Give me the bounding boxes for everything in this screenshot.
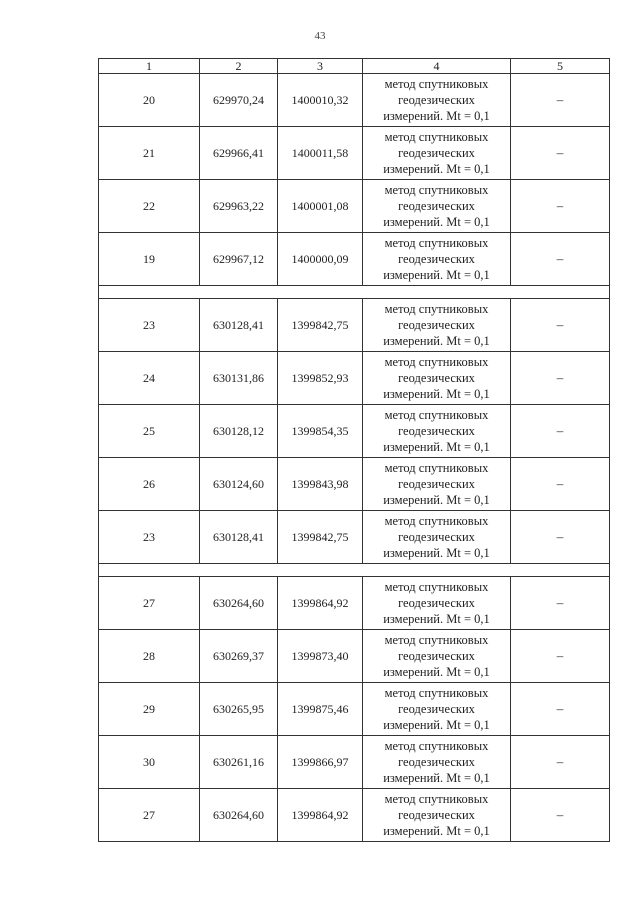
separator-cell [99, 564, 610, 577]
x-coordinate-cell: 630265,95 [200, 683, 278, 736]
point-number-cell: 22 [99, 180, 200, 233]
x-coordinate-cell: 629966,41 [200, 127, 278, 180]
x-coordinate-cell: 630124,60 [200, 458, 278, 511]
point-number-cell: 25 [99, 405, 200, 458]
y-coordinate-cell: 1399842,75 [278, 511, 363, 564]
method-cell [363, 458, 511, 511]
point-number-cell: 27 [99, 577, 200, 630]
page-number: 43 [314, 30, 326, 42]
accuracy-dash-cell: – [511, 577, 610, 630]
y-coordinate-cell: 1400001,08 [278, 180, 363, 233]
accuracy-dash-cell: – [511, 233, 610, 286]
method-cell [363, 352, 511, 405]
y-coordinate-cell: 1400010,32 [278, 74, 363, 127]
method-text-line: измерений. Mt = 0,1 [383, 440, 490, 454]
x-coordinate-cell: 630261,16 [200, 736, 278, 789]
method-text-line: измерений. Mt = 0,1 [383, 215, 490, 229]
coordinates-table [98, 58, 610, 842]
point-number-cell: 24 [99, 352, 200, 405]
point-number-cell: 21 [99, 127, 200, 180]
accuracy-dash-cell: – [511, 405, 610, 458]
method-text-line: геодезических [398, 596, 475, 610]
method-cell [363, 299, 511, 352]
y-coordinate-cell: 1399875,46 [278, 683, 363, 736]
method-text-line: измерений. Mt = 0,1 [383, 268, 490, 282]
point-number-cell: 23 [99, 299, 200, 352]
table-row [99, 458, 610, 511]
method-text-line: метод спутниковых [384, 236, 489, 250]
method-text-line: геодезических [398, 755, 475, 769]
method-text-line: геодезических [398, 371, 475, 385]
method-text-line: метод спутниковых [384, 302, 489, 316]
method-cell [363, 736, 511, 789]
x-coordinate-cell: 630131,86 [200, 352, 278, 405]
table-row [99, 233, 610, 286]
x-coordinate-cell: 630269,37 [200, 630, 278, 683]
method-text-line: измерений. Mt = 0,1 [383, 771, 490, 785]
method-text-line: метод спутниковых [384, 739, 489, 753]
table-row [99, 299, 610, 352]
x-coordinate-cell: 630264,60 [200, 577, 278, 630]
method-text-line: метод спутниковых [384, 130, 489, 144]
accuracy-dash-cell: – [511, 683, 610, 736]
y-coordinate-cell: 1399864,92 [278, 789, 363, 842]
method-cell [363, 180, 511, 233]
point-number-cell: 19 [99, 233, 200, 286]
table-body [99, 74, 610, 842]
accuracy-dash-cell: – [511, 127, 610, 180]
method-text-line: метод спутниковых [384, 408, 489, 422]
method-cell [363, 405, 511, 458]
method-cell [363, 127, 511, 180]
accuracy-dash-cell: – [511, 352, 610, 405]
method-cell [363, 511, 511, 564]
method-cell [363, 683, 511, 736]
method-cell [363, 630, 511, 683]
method-text-line: геодезических [398, 649, 475, 663]
method-text-line: измерений. Mt = 0,1 [383, 387, 490, 401]
x-coordinate-cell: 630128,41 [200, 511, 278, 564]
point-number-cell: 23 [99, 511, 200, 564]
y-coordinate-cell: 1399852,93 [278, 352, 363, 405]
method-text-line: измерений. Mt = 0,1 [383, 612, 490, 626]
table-row [99, 180, 610, 233]
method-text-line: геодезических [398, 93, 475, 107]
method-text-line: геодезических [398, 252, 475, 266]
y-coordinate-cell: 1399873,40 [278, 630, 363, 683]
header-row [99, 59, 610, 74]
table-row [99, 683, 610, 736]
point-number-cell: 27 [99, 789, 200, 842]
point-number-cell: 30 [99, 736, 200, 789]
table-row [99, 352, 610, 405]
method-cell [363, 233, 511, 286]
method-text-line: метод спутниковых [384, 792, 489, 806]
method-text-line: геодезических [398, 702, 475, 716]
column-header: 5 [511, 59, 610, 74]
table-row [99, 577, 610, 630]
table-row [99, 405, 610, 458]
column-header: 4 [363, 59, 511, 74]
method-text-line: геодезических [398, 199, 475, 213]
table-row [99, 511, 610, 564]
method-text-line: метод спутниковых [384, 633, 489, 647]
point-number-cell: 26 [99, 458, 200, 511]
x-coordinate-cell: 629967,12 [200, 233, 278, 286]
group-separator [99, 286, 610, 299]
table-row [99, 74, 610, 127]
method-text-line: измерений. Mt = 0,1 [383, 546, 490, 560]
method-text-line: измерений. Mt = 0,1 [383, 334, 490, 348]
method-text-line: метод спутниковых [384, 686, 489, 700]
point-number-cell: 28 [99, 630, 200, 683]
method-text-line: метод спутниковых [384, 77, 489, 91]
method-text-line: измерений. Mt = 0,1 [383, 109, 490, 123]
column-header: 1 [99, 59, 200, 74]
accuracy-dash-cell: – [511, 736, 610, 789]
accuracy-dash-cell: – [511, 630, 610, 683]
x-coordinate-cell: 630128,41 [200, 299, 278, 352]
accuracy-dash-cell: – [511, 74, 610, 127]
method-text-line: метод спутниковых [384, 461, 489, 475]
x-coordinate-cell: 630128,12 [200, 405, 278, 458]
method-text-line: геодезических [398, 318, 475, 332]
method-cell [363, 74, 511, 127]
accuracy-dash-cell: – [511, 458, 610, 511]
method-text-line: геодезических [398, 477, 475, 491]
y-coordinate-cell: 1400000,09 [278, 233, 363, 286]
method-text-line: геодезических [398, 146, 475, 160]
accuracy-dash-cell: – [511, 789, 610, 842]
method-text-line: измерений. Mt = 0,1 [383, 824, 490, 838]
x-coordinate-cell: 629970,24 [200, 74, 278, 127]
method-cell [363, 577, 511, 630]
separator-cell [99, 286, 610, 299]
y-coordinate-cell: 1399843,98 [278, 458, 363, 511]
method-text-line: метод спутниковых [384, 514, 489, 528]
y-coordinate-cell: 1399842,75 [278, 299, 363, 352]
table-row [99, 630, 610, 683]
method-text-line: измерений. Mt = 0,1 [383, 162, 490, 176]
point-number-cell: 20 [99, 74, 200, 127]
method-text-line: геодезических [398, 424, 475, 438]
method-text-line: метод спутниковых [384, 355, 489, 369]
table-row [99, 127, 610, 180]
accuracy-dash-cell: – [511, 299, 610, 352]
method-text-line: измерений. Mt = 0,1 [383, 718, 490, 732]
y-coordinate-cell: 1400011,58 [278, 127, 363, 180]
method-text-line: геодезических [398, 530, 475, 544]
method-text-line: измерений. Mt = 0,1 [383, 493, 490, 507]
method-text-line: метод спутниковых [384, 580, 489, 594]
method-text-line: измерений. Mt = 0,1 [383, 665, 490, 679]
group-separator [99, 564, 610, 577]
accuracy-dash-cell: – [511, 180, 610, 233]
x-coordinate-cell: 629963,22 [200, 180, 278, 233]
accuracy-dash-cell: – [511, 511, 610, 564]
method-text-line: метод спутниковых [384, 183, 489, 197]
table-row [99, 789, 610, 842]
table-row [99, 736, 610, 789]
x-coordinate-cell: 630264,60 [200, 789, 278, 842]
y-coordinate-cell: 1399864,92 [278, 577, 363, 630]
y-coordinate-cell: 1399854,35 [278, 405, 363, 458]
method-cell [363, 789, 511, 842]
column-header: 2 [200, 59, 278, 74]
method-text-line: геодезических [398, 808, 475, 822]
y-coordinate-cell: 1399866,97 [278, 736, 363, 789]
point-number-cell: 29 [99, 683, 200, 736]
column-header: 3 [278, 59, 363, 74]
